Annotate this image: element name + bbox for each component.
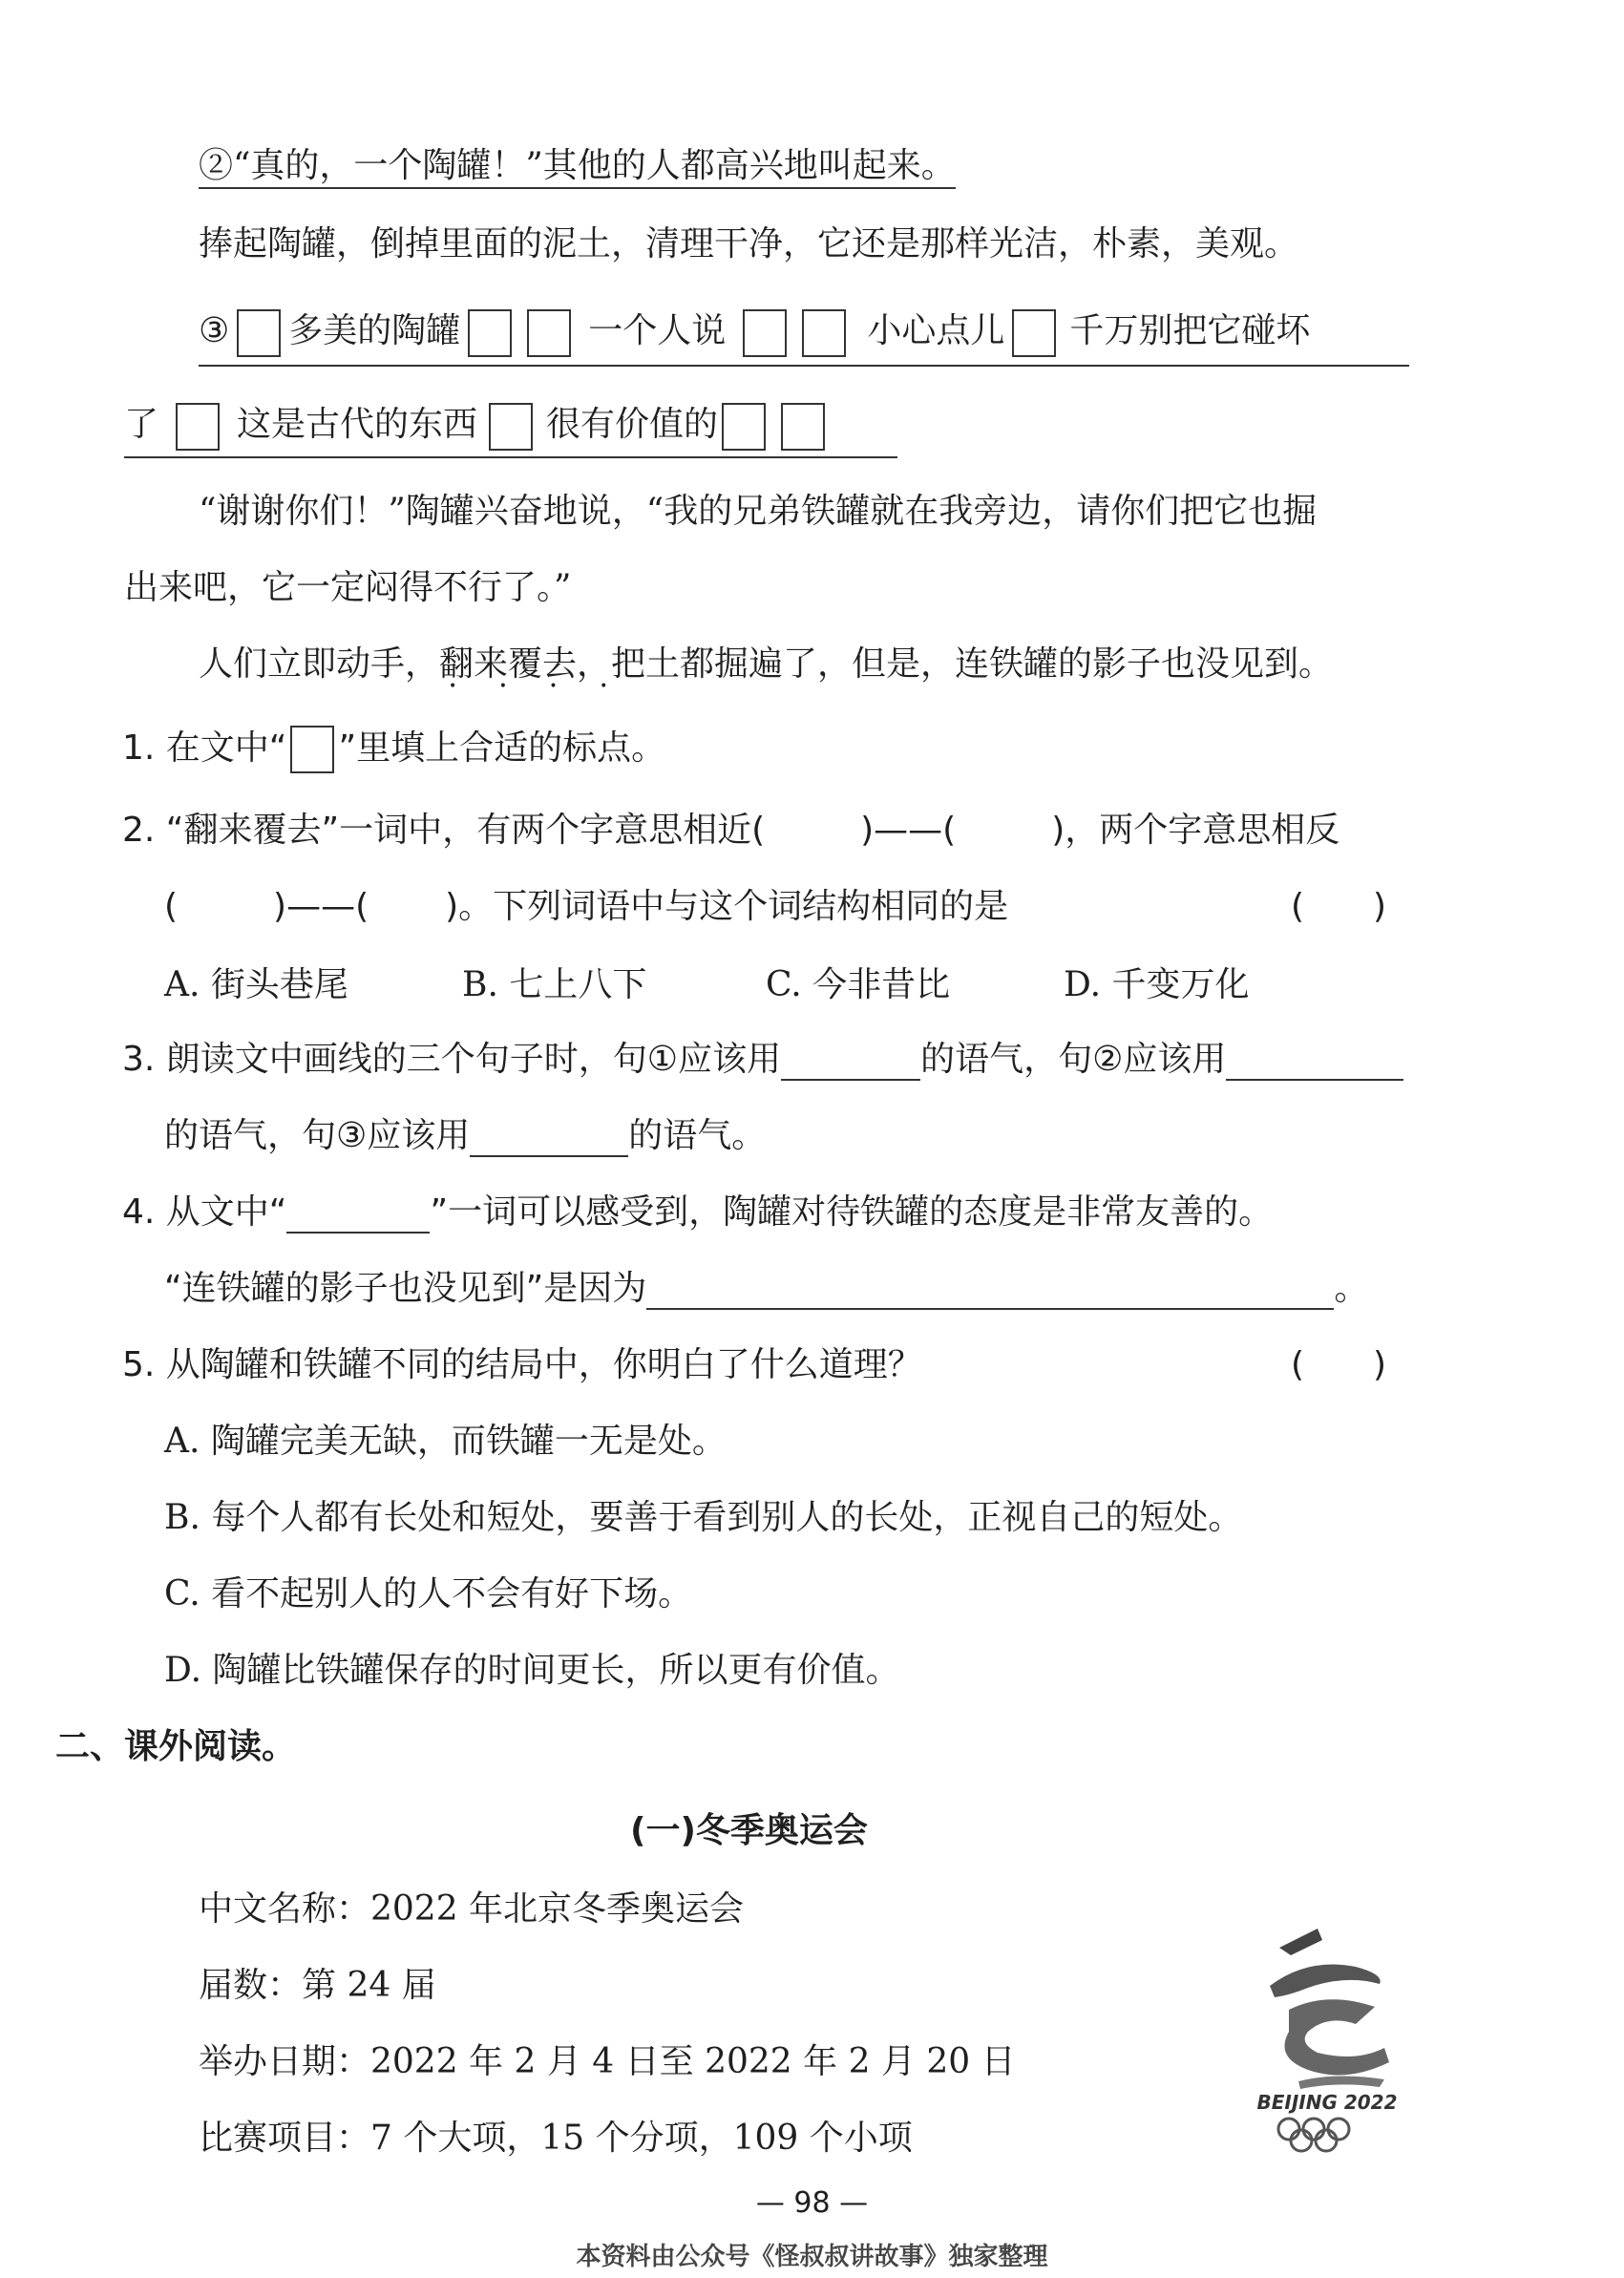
question-3-line-1	[122, 1039, 1403, 1081]
sentence-fragment: 了	[124, 405, 159, 444]
answer-line[interactable]	[470, 1123, 628, 1157]
sentence-fragment: 小心点儿	[867, 311, 1005, 350]
info-line-name: 中文名称：2022 年北京冬季奥运会	[199, 1889, 745, 1929]
option-c[interactable]: C. 今非昔比	[766, 965, 951, 1004]
punctuation-box-example	[290, 726, 334, 773]
passage-line-4	[124, 403, 833, 451]
underline-sentence-3b	[124, 456, 897, 458]
option-d[interactable]: D. 千变万化	[1064, 965, 1250, 1004]
sentence-fragment: 这是古代的东西	[237, 405, 478, 444]
question-2-line-1	[122, 810, 1339, 852]
sentence-fragment: 多美的陶罐	[288, 311, 461, 350]
question-4-line-2	[164, 1268, 1368, 1310]
dotted-phrase: 翻来覆去 • • • •	[439, 643, 577, 686]
question-text: 4. 从文中“	[122, 1192, 287, 1232]
punctuation-box[interactable]	[527, 309, 571, 357]
passage-line-1	[199, 145, 956, 187]
question-1	[122, 726, 665, 773]
info-line-events: 比赛项目：7 个大项，15 个分项，109 个小项	[199, 2119, 913, 2158]
section-heading: 二、课外阅读。	[55, 1727, 297, 1766]
question-text: (	[164, 887, 179, 926]
winter-olympics-emblem-icon	[1241, 1919, 1413, 2148]
option-a[interactable]: A. 街头巷尾	[164, 965, 348, 1004]
question-3-line-2	[164, 1115, 766, 1157]
answer-line[interactable]	[646, 1276, 1334, 1310]
question-text: 2. “翻来覆去”一词中，有两个字意思相近(	[122, 811, 766, 850]
underlined-sentence-2: ②“真的，一个陶罐！”其他的人都高兴地叫起来。	[199, 146, 956, 189]
question-text: )——(	[273, 887, 369, 926]
passage-line-2: 捧起陶罐，倒掉里面的泥土，清理干净，它还是那样光洁，朴素，美观。	[199, 224, 1299, 264]
punctuation-box[interactable]	[802, 309, 846, 357]
option-c[interactable]: C. 看不起别人的人不会有好下场。	[164, 1574, 693, 1614]
question-5: 5. 从陶罐和铁罐不同的结局中，你明白了什么道理？	[122, 1345, 922, 1384]
question-text: )，两个字意思相反	[1051, 811, 1340, 850]
question-text: 1. 在文中“	[122, 728, 287, 768]
info-line-dates: 举办日期：2022 年 2 月 4 日至 2022 年 2 月 20 日	[199, 2042, 1016, 2081]
punctuation-box[interactable]	[176, 403, 220, 451]
option-a[interactable]: A. 陶罐完美无缺，而铁罐一无是处。	[164, 1422, 727, 1461]
question-text: 的语气，句②应该用	[920, 1040, 1227, 1079]
answer-line[interactable]	[781, 1046, 920, 1081]
sentence-fragment: 一个人说	[588, 311, 727, 350]
sentence-fragment: 千万别把它碰坏	[1069, 311, 1311, 350]
info-line-edition: 届数：第 24 届	[199, 1966, 436, 2005]
question-text: “连铁罐的影子也没见到”是因为	[164, 1269, 647, 1308]
question-text: 的语气，句③应该用	[164, 1116, 471, 1155]
punctuation-box[interactable]	[743, 309, 787, 357]
answer-paren[interactable]: ( )	[1291, 1345, 1387, 1384]
answer-line[interactable]	[286, 1199, 430, 1234]
punctuation-box[interactable]	[489, 403, 533, 451]
article-title: (一)冬季奥运会	[630, 1811, 868, 1850]
answer-line[interactable]	[1226, 1046, 1403, 1081]
question-text: ”里填上合适的标点。	[338, 728, 666, 768]
sentence-fragment: ，把土都掘遍了，但是，连铁罐的影子也没见到。	[577, 644, 1334, 684]
sentence-fragment: 人们立即动手，	[199, 644, 440, 684]
question-text: ”一词可以感受到，陶罐对待铁罐的态度是非常友善的。	[430, 1192, 1274, 1232]
question-text: )。下列词语中与这个词结构相同的是	[445, 887, 1009, 926]
passage-line-7	[199, 643, 1333, 686]
olympic-rings-icon	[1270, 2116, 1384, 2154]
answer-paren[interactable]: ( )	[1291, 887, 1387, 926]
punctuation-box[interactable]	[468, 309, 512, 357]
question-text: 的语气。	[628, 1116, 767, 1155]
question-4-line-1	[122, 1192, 1273, 1234]
logo-text: BEIJING 2022	[1256, 2091, 1398, 2114]
page-number: — 98 —	[755, 2186, 869, 2220]
punctuation-box[interactable]	[722, 403, 766, 451]
circled-number-3: ③	[199, 311, 230, 350]
question-text: 。	[1334, 1269, 1369, 1308]
underline-sentence-3a	[199, 365, 1409, 367]
punctuation-box[interactable]	[781, 403, 825, 451]
punctuation-box[interactable]	[237, 309, 281, 357]
option-d[interactable]: D. 陶罐比铁罐保存的时间更长，所以更有价值。	[164, 1651, 900, 1690]
passage-line-6: 出来吧，它一定闷得不行了。”	[124, 568, 572, 607]
footer-note: 本资料由公众号《怪叔叔讲故事》独家整理	[576, 2243, 1048, 2271]
punctuation-box[interactable]	[1012, 309, 1056, 357]
beijing-2022-emblem	[1241, 1919, 1413, 2148]
option-b[interactable]: B. 七上八下	[462, 965, 647, 1004]
passage-line-3	[199, 309, 1310, 357]
option-b[interactable]: B. 每个人都有长处和短处，要善于看到别人的长处，正视自己的短处。	[164, 1498, 1243, 1537]
question-2-line-2	[164, 886, 1008, 928]
question-text: 3. 朗读文中画线的三个句子时，句①应该用	[122, 1040, 782, 1079]
sentence-fragment: 很有价值的	[546, 405, 719, 444]
passage-line-5: “谢谢你们！”陶罐兴奋地说，“我的兄弟铁罐就在我旁边，请你们把它也掘	[199, 492, 1318, 531]
question-text: )——(	[860, 811, 957, 850]
